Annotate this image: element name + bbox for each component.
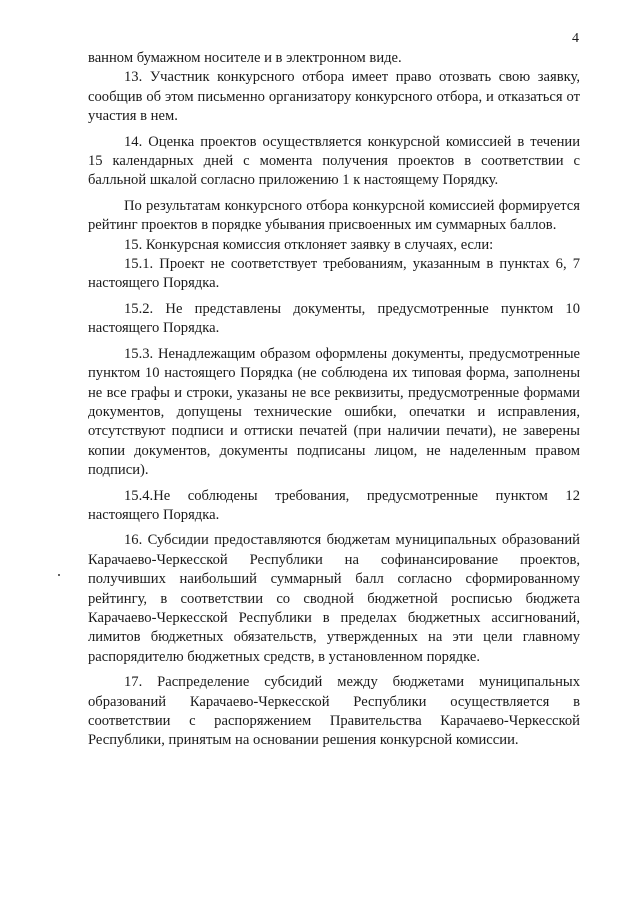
paragraph-rating: По результатам конкурсного отбора конкурсной комиссией формируется рейтинг проектов в порядке убывания присвоенных им суммарных баллов. <box>88 197 580 234</box>
document-body <box>88 49 580 751</box>
paragraph-15-4: 15.4.Не соблюдены требования, предусмотренные пунктом 12 настоящего Порядка. <box>88 487 580 523</box>
paragraph-14: 14. Оценка проектов осуществляется конкурсной комиссией в течении 15 календарных дней с момента получения проектов в соответствии с балльной шкалой согласно приложению 1 к настоящему Порядку. <box>88 133 580 189</box>
paragraph-15: 15. Конкурсная комиссия отклоняет заявку в случаях, если: <box>124 236 494 253</box>
paragraph-15-3: 15.3. Ненадлежащим образом оформлены документы, предусмотренные пунктом 10 настоящего Порядка (не соблюдена их типовая форма, заполнены не все графы и строки, указаны не все реквизиты, предусмотренные формами документов, допущены технические ошибки, опечатки и исправления, отсутствуют подписи и оттиски печатей (при наличии печати), не заверены копии документов, документы подписаны лицом, не наделенным правом подписи). <box>88 345 580 479</box>
paragraph-15-1: 15.1. Проект не соответствует требованиям, указанным в пунктах 6, 7 настоящего Порядка. <box>88 256 580 292</box>
scan-speck <box>58 574 60 576</box>
paragraph-17: 17. Распределение субсидий между бюджетами муниципальных образований Карачаево-Черкесской Республики осуществляется в соответствии с распоряжением Правительства Карачаево-Черкесской Республики, принятым на основании решения конкурсной комиссии. <box>88 674 580 749</box>
paragraph-15-2: 15.2. Не представлены документы, предусмотренные пунктом 10 настоящего Порядка. <box>88 300 580 337</box>
paragraph-13: 13. Участник конкурсного отбора имеет право отозвать свою заявку, сообщив об этом письменно организатору конкурсного отбора, и отказаться от участия в нем. <box>88 69 580 125</box>
paragraph-continuation: ванном бумажном носителе и в электронном виде. <box>88 50 402 66</box>
page-number: 4 <box>572 31 579 46</box>
paragraph-16: 16. Субсидии предоставляются бюджетам муниципальных образований Карачаево-Черкесской Республики на софинансирование проектов, получивших наибольший суммарный балл согласно сформированному рейтингу, в соответствии со сводной бюджетной росписью бюджета Карачаево-Черкесской Республики в пределах бюджетных ассигнований, лимитов бюджетных обязательств, утвержденных на эти цели главному распорядителю бюджетных средств, в установленном порядке. <box>88 532 580 665</box>
